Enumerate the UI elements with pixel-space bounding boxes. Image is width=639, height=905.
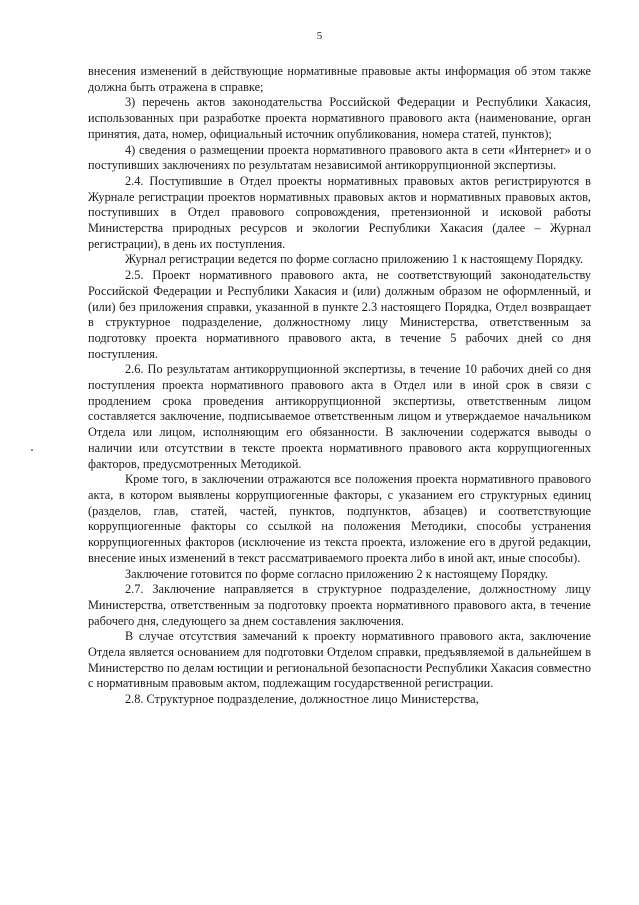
- paragraph-conclusion-form: Заключение готовится по форме согласно приложению 2 к настоящему Порядку.: [125, 566, 548, 581]
- margin-mark: [31, 449, 33, 451]
- paragraph-2-7: 2.7. Заключение направляется в структурное подразделение, должностному лицу Министерства, ответственным за подготовку проекта нормативного правового акта, в течение рабочего дня, следующего за днем составления заключения.: [88, 582, 591, 628]
- paragraph-2-5: 2.5. Проект нормативного правового акта, не соответствующий законодательству Российской Федерации и Республики Хакасия и (или) должным образом не оформленный, и (или) без приложения справки, указанной в пункте 2.3 настоящего Порядка, Отдел возвращает в структурное подразделение, должностному лицу Министерства, ответственным за подготовку проекта нормативного правового акта, в течение 5 рабочих дней со дня поступления.: [88, 268, 591, 361]
- document-body: [88, 64, 591, 708]
- paragraph-continuation: внесения изменений в действующие нормативные правовые акты информация об этом также должна быть отражена в справке;: [88, 64, 591, 94]
- paragraph-journal-form: Журнал регистрации ведется по форме согласно приложению 1 к настоящему Порядку.: [125, 252, 584, 267]
- paragraph-no-remarks: В случае отсутствия замечаний к проекту нормативного правового акта, заключение Отдела является основанием для подготовки Отделом справки, предъявляемой в дальнейшем в Министерство по делам юстиции и региональной безопасности Республики Хакасия совместно с нормативным правовым актом, подлежащим государственной регистрации.: [88, 629, 591, 691]
- paragraph-item-3: 3) перечень актов законодательства Российской Федерации и Республики Хакасия, использованных при разработке проекта нормативного правового акта (наименование, орган принятия, дата, номер, официальный источник опубликования, номера статей, пунктов);: [88, 95, 591, 141]
- paragraph-2-6: 2.6. По результатам антикоррупционной экспертизы, в течение 10 рабочих дней со дня поступления проекта нормативного правового акта в Отдел или в иной срок в связи с продлением срока проведения антикоррупционной экспертизы, ответственным лицом составляется заключение, подписываемое ответственным лицом и утверждаемое начальником Отдела или лицом, исполняющим его обязанности. В заключении содержатся выводы о наличии или отсутствии в тексте проекта нормативного правового акта коррупциогенных факторов, предусмотренных Методикой.: [88, 362, 591, 471]
- page-number: 5: [316, 30, 323, 42]
- paragraph-item-4: 4) сведения о размещении проекта нормативного правового акта в сети «Интернет» и о поступивших заключениях по результатам независимой антикоррупционной экспертизы.: [88, 142, 591, 173]
- paragraph-conclusion-contents: Кроме того, в заключении отражаются все положения проекта нормативного правового акта, в котором выявлены коррупциогенные факторы, с указанием его структурных единиц (разделов, глав, статей, частей, пунктов, подпунктов, абзацев) и соответствующие коррупциогенные факторы со ссылкой на положения Методики, способы устранения коррупциогенных факторов (исключение из текста проекта, изложение его в другой редакции, внесение иных изменений в текст рассматриваемого проекта либо в иной акт, иные способы).: [88, 472, 591, 565]
- paragraph-2-8: 2.8. Структурное подразделение, должностное лицо Министерства,: [125, 692, 479, 707]
- paragraph-2-4: 2.4. Поступившие в Отдел проекты нормативных правовых актов регистрируются в Журнале регистрации проектов нормативных правовых актов и нормативных правовых актов, поступивших в Отдел правового сопровождения, претензионной и исковой работы Министерства природных ресурсов и экологии Республики Хакасия (далее – Журнал регистрации), в день их поступления.: [88, 173, 591, 251]
